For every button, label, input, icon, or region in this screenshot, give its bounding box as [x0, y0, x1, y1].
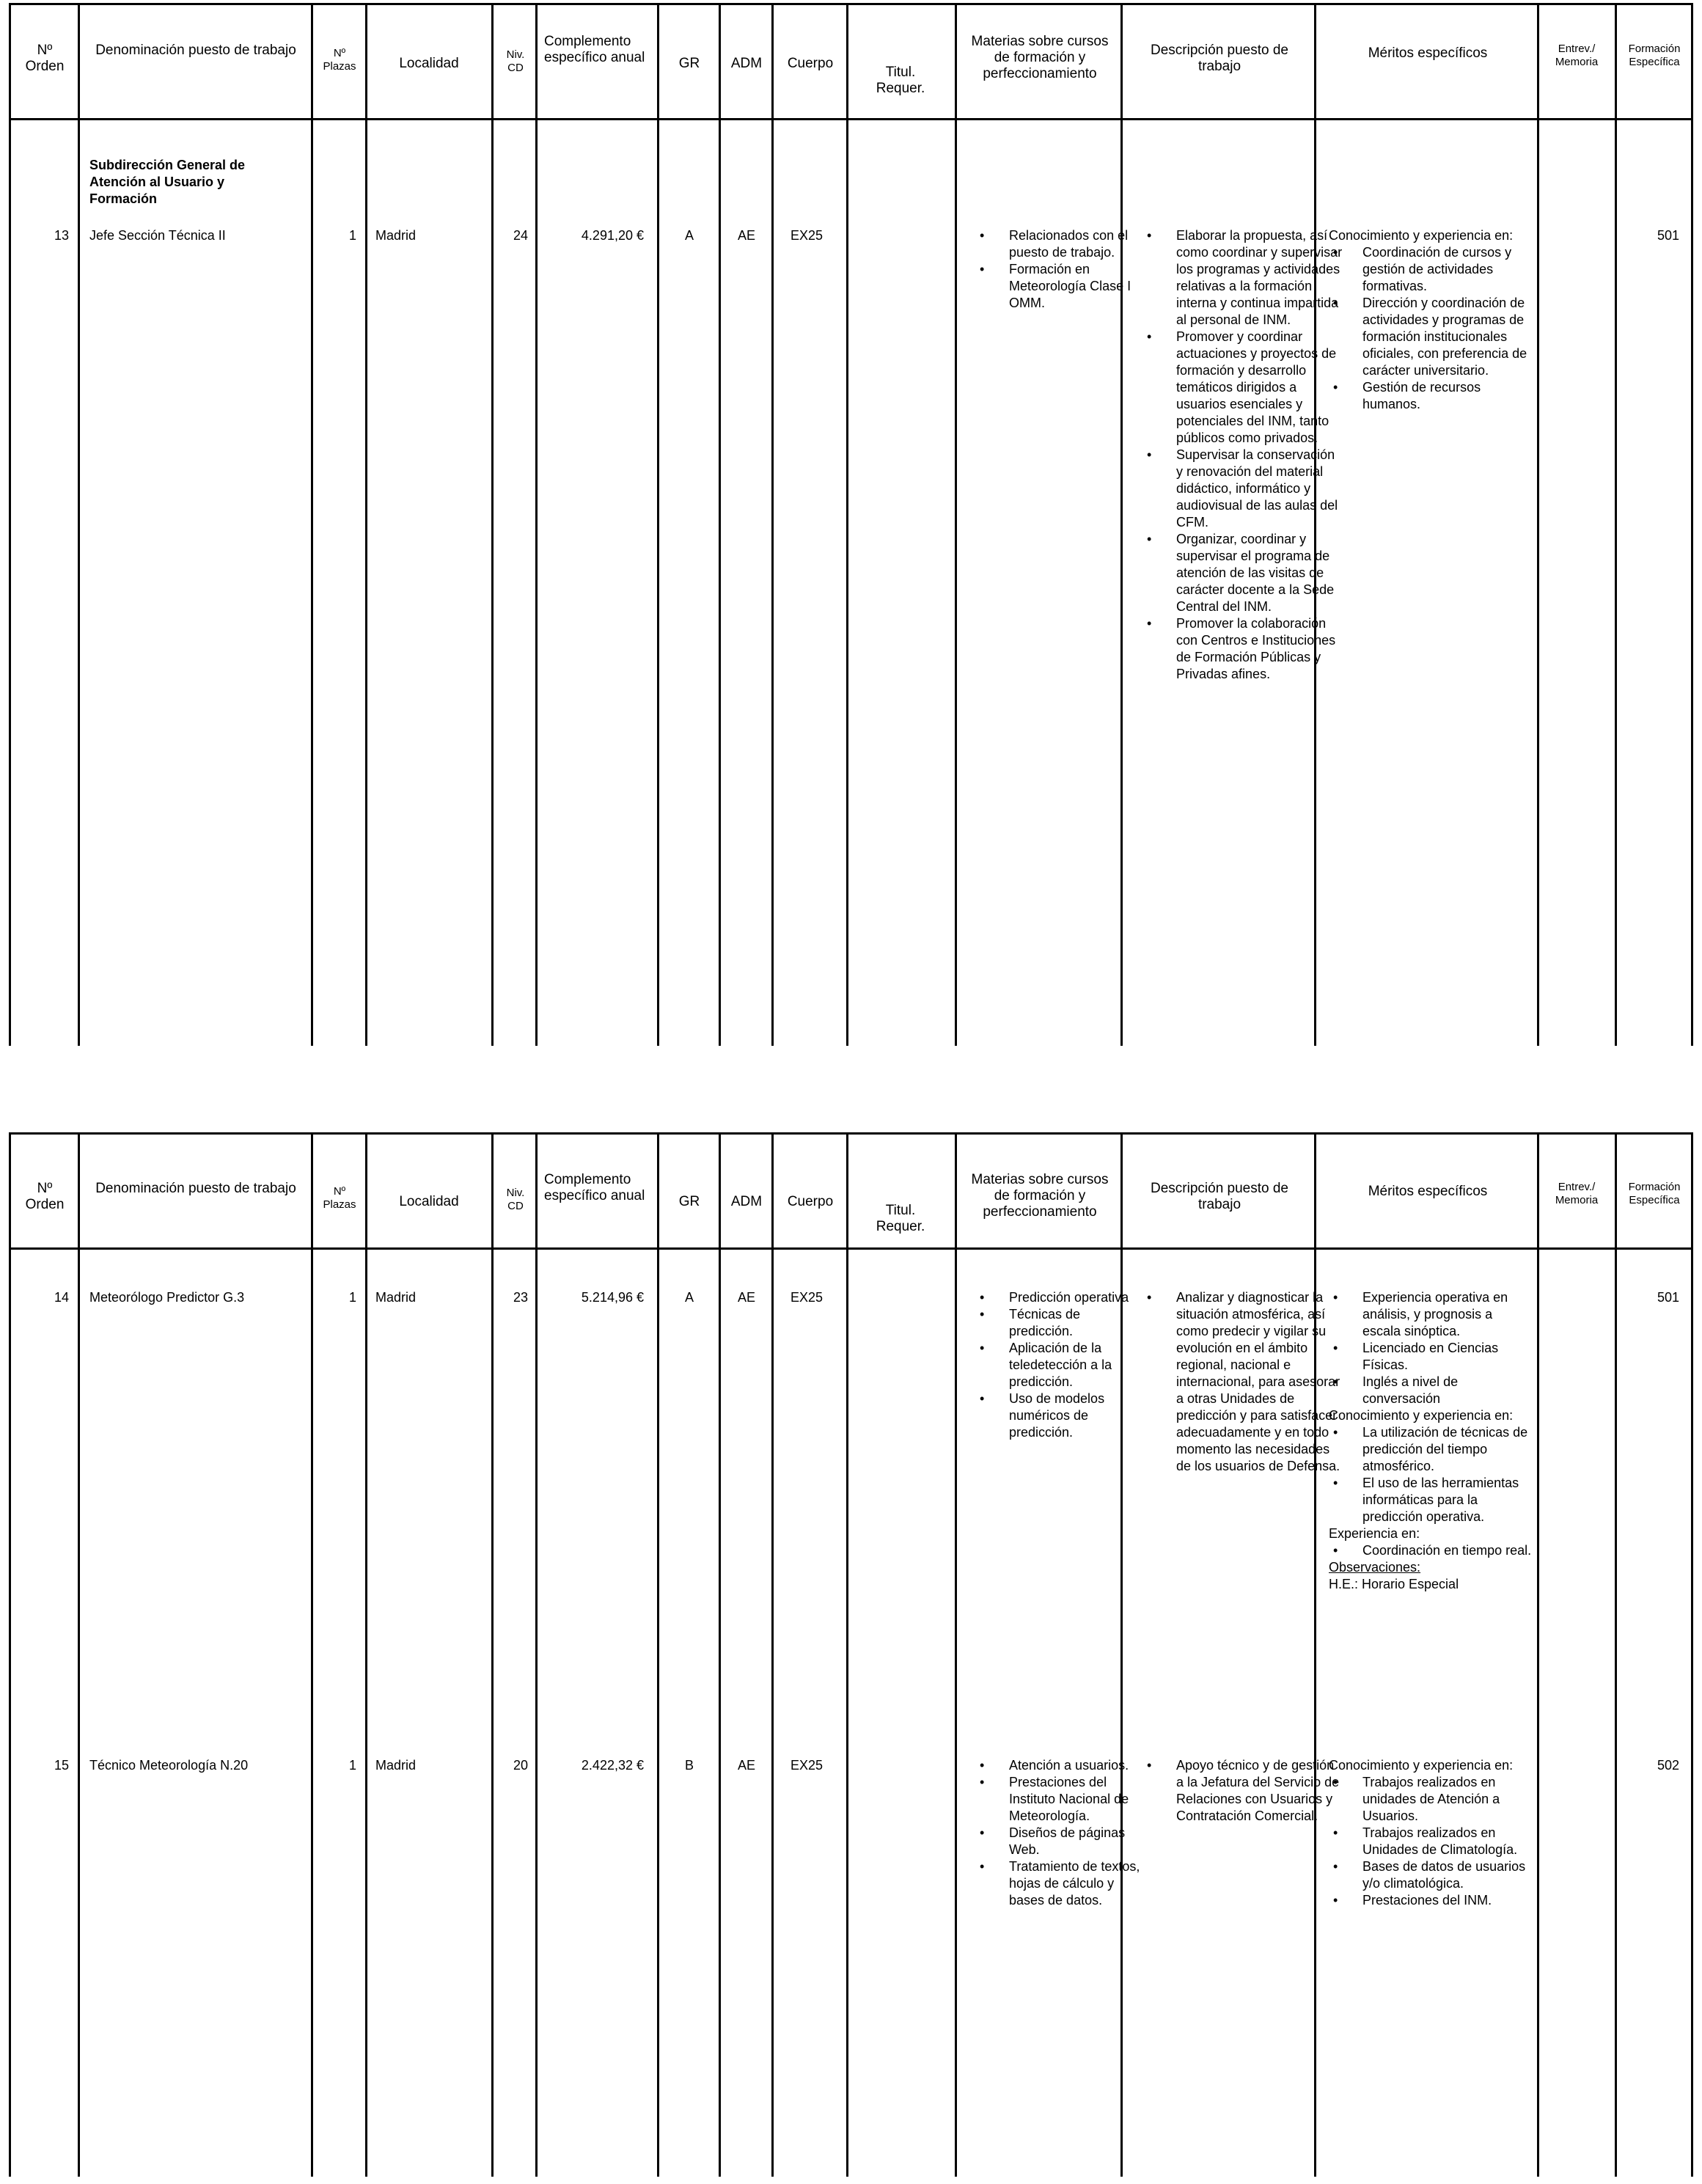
row-13-formacion: 501 [1657, 228, 1679, 243]
row-15-formacion: 502 [1657, 1758, 1679, 1773]
row-14-localidad: Madrid [375, 1290, 417, 1305]
list-item: • Aplicación de la teledetección a la predicción. [1009, 1340, 1141, 1390]
meritos-intro: Conocimiento y experiencia en: [1329, 1408, 1514, 1423]
header-cuerpo: Cuerpo [787, 56, 834, 71]
list-item: • Dirección y coordinación de actividades y programas de formación institucionales oficiales, con preferencia de carácter universitario. [1362, 295, 1534, 379]
divider [1615, 3, 1617, 1046]
observaciones: H.E.: Horario Especial [1329, 1577, 1459, 1591]
header-formacion: Formación Específica [1628, 1181, 1681, 1206]
list-item: • Técnicas de predicción. [1009, 1306, 1141, 1340]
divider [1691, 3, 1693, 1046]
list-item: • Promover y coordinar actuaciones y proyectos de formación y desarrollo temáticos dirigidos a usuarios esenciales y potenciales del INM, tanto públicos como privados. [1176, 329, 1343, 447]
divider [1615, 1132, 1617, 2177]
header-denominacion: Denominación puesto de trabajo [95, 1181, 296, 1196]
row-13-meritos [1329, 227, 1534, 413]
row-15-denominacion: Técnico Meteorología N.20 [89, 1758, 249, 1773]
divider [491, 1132, 494, 2177]
list-item: • Diseños de páginas Web. [1009, 1825, 1141, 1858]
row-14-adm: AE [737, 1290, 755, 1305]
row-14-gr: A [684, 1290, 694, 1305]
header-formacion: Formación Específica [1628, 43, 1681, 68]
list-item: • La utilización de técnicas de predicción del tiempo atmosférico. [1362, 1424, 1534, 1475]
row-13-localidad: Madrid [375, 228, 417, 243]
list-item: • Tratamiento de textos, hojas de cálculo y bases de datos. [1009, 1858, 1141, 1909]
header-materias: Materias sobre cursos de formación y perfeccionamiento [971, 34, 1109, 81]
section-title: Subdirección General de Atención al Usuario y Formación [89, 158, 246, 206]
meritos-list [1329, 244, 1534, 413]
list-item: • Bases de datos de usuarios y/o climatológica. [1362, 1858, 1534, 1892]
list-item: • Analizar y diagnosticar la situación atmosférica, así como predecir y vigilar su evolución en el ámbito regional, nacional e internacional, para asesorar a otras Unidades de predicción y para satisfacer adecuadamente y en todo momento las necesidades de los usuarios de Defensa. [1176, 1289, 1343, 1475]
row-14-materias [975, 1289, 1141, 1441]
row-14-descripcion [1142, 1289, 1343, 1475]
divider [491, 3, 494, 1046]
header-cuerpo: Cuerpo [787, 1194, 834, 1209]
meritos-list [1329, 1542, 1534, 1559]
header-meritos: Méritos específicos [1368, 45, 1488, 61]
divider [535, 1132, 538, 2177]
list-item: • Prestaciones del Instituto Nacional de Meteorología. [1009, 1774, 1141, 1825]
header-meritos: Méritos específicos [1368, 1184, 1488, 1199]
row-13-denominacion: Jefe Sección Técnica II [89, 228, 226, 243]
row-15-complemento: 2.422,32 € [581, 1758, 644, 1773]
header-nivel: Niv. CD [506, 1187, 525, 1212]
header-localidad: Localidad [399, 1194, 459, 1209]
row-13-orden: 13 [54, 228, 69, 243]
row-15-nivel: 20 [513, 1758, 528, 1773]
list-item: • Gestión de recursos humanos. [1362, 379, 1534, 413]
list-item: • El uso de las herramientas informáticas para la predicción operativa. [1362, 1475, 1534, 1525]
list-item: • Elaborar la propuesta, así como coordinar y supervisar los programas y actividades relativas a la formación interna y continua impartida al personal de INM. [1176, 227, 1343, 329]
header-denominacion: Denominación puesto de trabajo [95, 43, 296, 58]
divider [657, 1132, 659, 2177]
list-item: • Licenciado en Ciencias Físicas. [1362, 1340, 1534, 1374]
list-item: • Formación en Meteorología Clase I OMM. [1009, 261, 1141, 312]
divider [719, 3, 721, 1046]
divider [311, 1132, 313, 2177]
row-15-plazas: 1 [348, 1758, 356, 1773]
divider [535, 3, 538, 1046]
divider [846, 1132, 848, 2177]
row-13-materias [975, 227, 1141, 312]
divider [9, 3, 1693, 5]
divider [1120, 3, 1123, 1046]
meritos-list [1329, 1774, 1534, 1909]
list-item: • Coordinación de cursos y gestión de actividades formativas. [1362, 244, 1534, 295]
list-item: • Promover la colaboración con Centros e Instituciones de Formación Públicas y Privadas afines. [1176, 615, 1343, 683]
observaciones-label: Observaciones: [1329, 1560, 1421, 1575]
header-gr: GR [678, 56, 700, 71]
row-13-gr: A [684, 228, 694, 243]
row-14-meritos [1329, 1289, 1534, 1593]
list-item: • Atención a usuarios. [1009, 1757, 1141, 1774]
header-descripcion: Descripción puesto de trabajo [1151, 43, 1288, 74]
list-item: • Uso de modelos numéricos de predicción. [1009, 1390, 1141, 1441]
meritos-intro: Conocimiento y experiencia en: [1329, 228, 1514, 243]
divider [9, 118, 1693, 120]
header-gr: GR [678, 1194, 700, 1209]
divider [1537, 3, 1539, 1046]
table-2 [9, 1132, 1693, 2177]
meritos-intro: Conocimiento y experiencia en: [1329, 1758, 1514, 1773]
divider [955, 1132, 957, 2177]
divider [771, 1132, 774, 2177]
row-13-adm: AE [737, 228, 755, 243]
row-14-plazas: 1 [348, 1290, 356, 1305]
meritos-list [1329, 1424, 1534, 1525]
meritos-list [1329, 1289, 1534, 1407]
row-14-cuerpo: EX25 [791, 1290, 824, 1305]
list-item: • Predicción operativa [1009, 1289, 1141, 1306]
row-13-plazas: 1 [348, 228, 356, 243]
list-item: • Supervisar la conservación y renovación del material didáctico, informático y audiovisual de las aulas del CFM. [1176, 447, 1343, 531]
divider [657, 3, 659, 1046]
divider [78, 1132, 80, 2177]
list-item: • Trabajos realizados en unidades de Atención a Usuarios. [1362, 1774, 1534, 1825]
header-complemento: Complemento específico anual [544, 1172, 645, 1203]
row-13-complemento: 4.291,20 € [581, 228, 644, 243]
divider [1537, 1132, 1539, 2177]
divider [311, 3, 313, 1046]
header-orden: Nº Orden [25, 43, 65, 74]
row-13-cuerpo: EX25 [791, 228, 824, 243]
header-entrev: Entrev./ Memoria [1555, 43, 1599, 68]
list-item: • Relacionados con el puesto de trabajo. [1009, 227, 1141, 261]
divider [9, 1132, 11, 2177]
row-14-nivel: 23 [513, 1290, 528, 1305]
divider [1691, 1132, 1693, 2177]
row-13-nivel: 24 [513, 228, 528, 243]
list-item: • Prestaciones del INM. [1362, 1892, 1534, 1909]
header-plazas: Nº Plazas [323, 1185, 356, 1211]
divider [365, 1132, 367, 2177]
row-15-cuerpo: EX25 [791, 1758, 824, 1773]
list-item: • Inglés a nivel de conversación [1362, 1374, 1534, 1407]
divider [955, 3, 957, 1046]
meritos-intro: Experiencia en: [1329, 1526, 1420, 1541]
list-item: • Coordinación en tiempo real. [1362, 1542, 1534, 1559]
divider [771, 3, 774, 1046]
row-15-gr: B [684, 1758, 694, 1773]
header-complemento: Complemento específico anual [544, 34, 645, 65]
row-15-adm: AE [737, 1758, 755, 1773]
divider [9, 1132, 1693, 1135]
header-materias: Materias sobre cursos de formación y perfeccionamiento [971, 1172, 1109, 1220]
header-entrev: Entrev./ Memoria [1555, 1181, 1599, 1206]
row-14-complemento: 5.214,96 € [581, 1290, 644, 1305]
divider [78, 3, 80, 1046]
row-14-formacion: 501 [1657, 1290, 1679, 1305]
list-item: • Experiencia operativa en análisis, y prognosis a escala sinóptica. [1362, 1289, 1534, 1340]
header-localidad: Localidad [399, 56, 459, 71]
divider [365, 3, 367, 1046]
header-descripcion: Descripción puesto de trabajo [1151, 1181, 1288, 1212]
list-item: • Organizar, coordinar y supervisar el programa de atención de las visitas de carácter docente a la Sede Central del INM. [1176, 531, 1343, 615]
row-15-orden: 15 [54, 1758, 69, 1773]
header-plazas: Nº Plazas [323, 47, 356, 73]
row-13-descripcion [1142, 227, 1343, 683]
row-15-descripcion [1142, 1757, 1343, 1825]
header-adm: ADM [730, 1194, 763, 1209]
header-titul: Titul. Requer. [876, 65, 925, 96]
divider [846, 3, 848, 1046]
divider [719, 1132, 721, 2177]
table-1 [9, 3, 1693, 1046]
row-14-orden: 14 [54, 1290, 69, 1305]
row-15-meritos [1329, 1757, 1534, 1909]
header-nivel: Niv. CD [506, 48, 525, 74]
row-14-denominacion: Meteorólogo Predictor G.3 [89, 1290, 245, 1305]
list-item: • Trabajos realizados en Unidades de Climatología. [1362, 1825, 1534, 1858]
row-15-materias [975, 1757, 1141, 1909]
header-orden: Nº Orden [25, 1181, 65, 1212]
divider [9, 3, 11, 1046]
divider [9, 1247, 1693, 1250]
row-15-localidad: Madrid [375, 1758, 417, 1773]
header-titul: Titul. Requer. [876, 1203, 925, 1234]
list-item: • Apoyo técnico y de gestión a la Jefatura del Servicio de Relaciones con Usuarios y Contratación Comercial. [1176, 1757, 1343, 1825]
header-adm: ADM [730, 56, 763, 71]
